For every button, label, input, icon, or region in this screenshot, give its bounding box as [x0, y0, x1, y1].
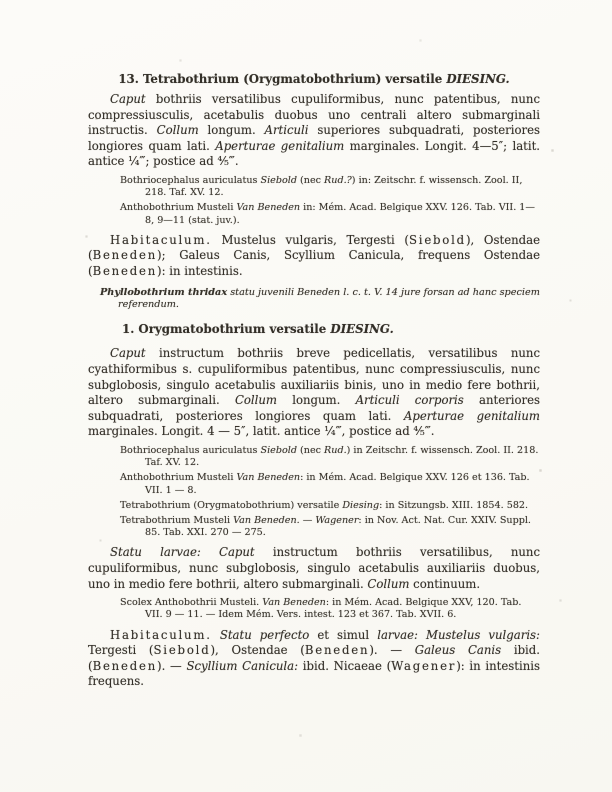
text-segment: ) in Zeitschr. f. wissensch. Zool. II. 218. Taf. XV. 12. — [145, 444, 539, 469]
text-segment: ); Galeus Canis, Scyllium Canicula, frequens Ostendae ( — [88, 248, 540, 278]
text-segment: Caput — [110, 92, 146, 106]
text-segment: Van Beneden — [236, 472, 301, 484]
citation-list-1 — [88, 175, 540, 227]
text-segment: ), Ostendae ( — [88, 232, 540, 263]
text-segment: Van Beneden — [233, 514, 297, 526]
text-segment: Van Beneden — [236, 202, 301, 214]
text-segment: 13. Tetrabothrium (Orygmatobothrium) versatile — [118, 72, 447, 86]
text-segment: : in Sitzungsb. XIII. 1854. 582. — [379, 499, 529, 511]
citation-item — [88, 202, 540, 226]
text-segment: Beneden — [304, 643, 370, 658]
text-segment: Collum — [234, 393, 278, 408]
text-segment: Wagener — [315, 514, 359, 526]
habitat-paragraph-1 — [88, 233, 540, 280]
genus-description — [88, 92, 540, 170]
text-segment: ibid. Nicaeae ( — [298, 658, 392, 673]
page-text-block — [88, 72, 540, 690]
species-heading — [122, 322, 540, 337]
text-segment: Caput — [110, 346, 146, 361]
text-segment: Siebold — [260, 174, 297, 186]
text-segment: longum. — [277, 393, 356, 408]
text-segment: Caput — [219, 545, 255, 560]
text-segment: Bothriocephalus auriculatus — [120, 444, 261, 456]
text-segment: Beneden — [92, 263, 158, 278]
text-segment: Mustelus vulgaris: — [425, 627, 540, 642]
citation-item — [88, 515, 540, 539]
section-heading — [88, 72, 540, 87]
text-segment: Articuli corporis — [355, 393, 464, 408]
text-segment: et simul — [309, 627, 378, 642]
citation-item — [88, 597, 540, 621]
text-segment — [201, 545, 219, 559]
habitat-paragraph-2 — [88, 628, 540, 690]
citation-list-2 — [88, 445, 540, 539]
text-segment: instructum bothriis breve pedicellatis, versatilibus nunc cyathiformibus s. cupuliformibus patentibus, nunc compressiusculis, nunc subglobosis, singulo acetabulis auxiliariis binis, uno in medio fere bothrii, altero submarginali. — [88, 346, 540, 408]
text-segment: Rud. — [324, 444, 347, 456]
text-segment: Tergesti ( — [88, 643, 154, 658]
citation-list-3 — [88, 597, 540, 621]
text-segment: Siebold — [408, 232, 466, 247]
text-segment: Beneden — [92, 248, 158, 263]
text-segment: longum. — [198, 123, 265, 138]
text-segment: Scolex Anthobothrii Musteli. — [120, 597, 263, 609]
citation-item — [88, 175, 540, 199]
text-segment: ): in intestinis. — [157, 263, 243, 278]
text-segment: Statu perfecto — [219, 627, 310, 642]
text-segment: ). — — [157, 658, 187, 673]
text-segment: bothriis versatilibus cupuliformibus, nunc patentibus, nunc compressiusculis, acetabulis duobus uno centrali altero submarginali instructis. — [88, 92, 540, 138]
text-segment: ): in intestinis frequens. — [88, 658, 540, 689]
text-segment: Siebold — [260, 444, 297, 456]
citation-item — [88, 445, 540, 469]
text-segment: Scyllium Canicula: — [186, 658, 299, 673]
text-segment: ). — — [369, 643, 415, 658]
text-segment: ibid. ( — [88, 643, 540, 673]
text-segment: : in Nov. Act. Nat. Cur. XXIV. Suppl. 85. Tab. XXI. 270 — 275. — [145, 514, 531, 539]
text-segment: ) in: Zeitschr. f. wissensch. Zool. II, 218. Taf. XV. 12. — [145, 174, 523, 199]
text-segment: . — — [296, 514, 316, 526]
text-segment: Van Beneden — [262, 597, 326, 609]
text-segment: Rud.? — [324, 174, 352, 186]
text-segment: Habitaculum. — [110, 232, 212, 247]
text-segment: (nec — [296, 444, 325, 456]
text-segment: instructum bothriis versatilibus, nunc cupuliformibus, nunc subglobosis, singulo acetabulis auxiliariis duobus, uno in medio fere bothrii, altero submarginali. — [88, 545, 540, 591]
synonym-note — [88, 287, 540, 312]
text-segment: Anthobothrium Musteli — [120, 472, 237, 484]
text-segment: anteriores subquadrati, posteriores longiores quam lati. — [88, 393, 540, 423]
text-segment: Galeus Canis — [414, 643, 502, 658]
text-segment: Habitaculum. — [110, 627, 212, 642]
text-segment: Bothriocephalus auriculatus — [120, 174, 261, 186]
text-segment: Beneden — [92, 658, 158, 673]
species-description — [88, 346, 540, 440]
paper-speckles — [0, 0, 1, 1]
text-segment: in: Mém. Acad. Belgique XXV. 126. Tab. VII. 1—8, 9—11 (stat. juv.). — [145, 202, 536, 226]
text-segment: : in Mém. Acad. Belgique XXV. 126 et 136. Tab. VII. 1 — 8. — [145, 472, 530, 496]
text-segment: Statu larvae: — [110, 545, 201, 560]
text-segment: DIESING. — [446, 72, 510, 86]
text-segment: superiores subquadrati, posteriores longiores quam lati. — [88, 123, 541, 153]
text-segment: Collum — [156, 123, 199, 138]
larva-description — [88, 545, 540, 592]
text-segment: Wagener — [391, 658, 457, 673]
text-segment: larvae: — [377, 627, 418, 642]
text-segment: statu juvenili Beneden l. c. t. V. 14 jure forsan ad hanc speciem referendum. — [118, 286, 540, 310]
text-segment: 1. Orygmatobothrium versatile — [122, 322, 331, 337]
text-segment: marginales. Longit. 4—5″; latit. antice ¼‴; postice ad ⅘‴. — [88, 138, 541, 169]
text-segment: Articuli — [264, 123, 309, 138]
text-segment: Aperturae genitalium — [403, 408, 540, 423]
text-segment: Aperturae genitalium — [215, 138, 345, 153]
text-segment: (nec — [296, 174, 325, 186]
citation-item — [88, 472, 540, 496]
text-segment: Diesing — [342, 499, 380, 511]
text-segment: ), Ostendae ( — [210, 643, 305, 658]
text-segment: : in Mém. Acad. Belgique XXV, 120. Tab. VII. 9 — 11. — Idem Mém. Vers. intest. 123 et 367. Tab. XVII. 6. — [145, 597, 522, 621]
text-segment: marginales. Longit. 4 — 5″, latit. antice ¼‴, postice ad ⅘‴. — [88, 424, 435, 439]
text-segment: DIESING. — [330, 322, 394, 337]
text-segment: Collum — [367, 576, 410, 591]
text-segment: Mustelus vulgaris, Tergesti ( — [211, 232, 409, 247]
citation-item — [88, 500, 540, 512]
text-segment — [212, 628, 220, 642]
text-segment — [418, 628, 426, 642]
text-segment: continuum. — [409, 576, 481, 591]
text-segment: Phyllobothrium thridax — [100, 286, 228, 298]
text-segment: Tetrabothrium Musteli — [120, 514, 234, 526]
text-segment: Tetrabothrium (Orygmatobothrium) versatile — [120, 499, 343, 511]
text-segment: Anthobothrium Musteli — [120, 202, 237, 214]
text-segment: Siebold — [153, 643, 211, 658]
